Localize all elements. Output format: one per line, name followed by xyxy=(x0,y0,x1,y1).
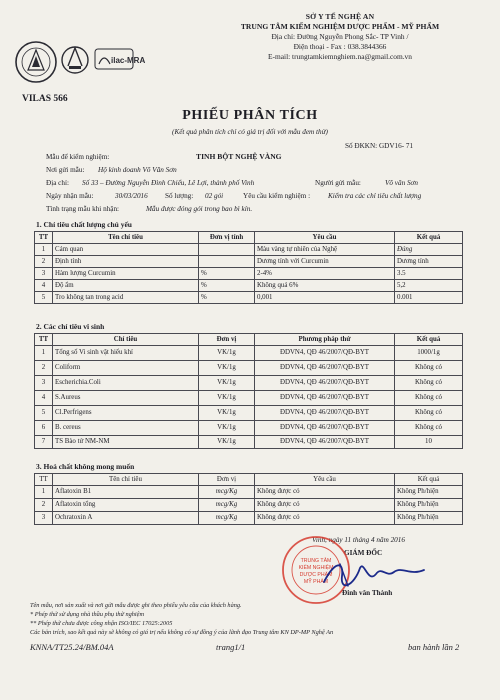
row-index: 5 xyxy=(35,292,53,304)
received-date-label: Ngày nhận mẫu: xyxy=(46,192,94,200)
header-cell: Tên chỉ tiêu xyxy=(53,232,199,244)
table-row xyxy=(35,280,463,292)
vilas-code: VILAS 566 xyxy=(22,94,68,104)
result: Dương tính xyxy=(395,256,463,268)
svg-text:DƯỢC PHẨM: DƯỢC PHẨM xyxy=(299,572,333,578)
unit: VK/1g xyxy=(199,376,255,391)
test-name: Ochratoxin A xyxy=(53,512,199,525)
registration-number: Số ĐKKN: GDV16- 71 xyxy=(345,142,414,150)
requirement: Không được có xyxy=(255,512,395,525)
unit: VK/1g xyxy=(199,436,255,449)
table-header-row xyxy=(35,334,463,346)
svg-text:KIỂM NGHIỆM: KIỂM NGHIỆM xyxy=(298,565,334,571)
table-row xyxy=(35,421,463,436)
row-index: 2 xyxy=(35,256,53,268)
ilac-mra-logo-icon xyxy=(94,48,146,70)
test-name: Aflatoxin tổng xyxy=(53,499,199,512)
header-cell: TT xyxy=(35,232,53,244)
header-cell: Yêu cầu xyxy=(255,232,395,244)
result: Không có xyxy=(395,376,463,391)
result: 5,2 xyxy=(395,280,463,292)
unit: mcg/Kg xyxy=(199,499,255,512)
row-index: 4 xyxy=(35,280,53,292)
unit: mcg/Kg xyxy=(199,512,255,525)
edition: ban hành lần 2 xyxy=(408,642,460,652)
center-address: Địa chỉ: Đường Nguyễn Phong Sắc- TP Vinh / xyxy=(271,32,409,41)
requirement: Dương tính với Curcumin xyxy=(255,256,395,268)
page-number: trang1/1 xyxy=(216,642,246,652)
test-name: Tổng số Vi sinh vật hiếu khí xyxy=(53,346,199,361)
ministry-name: SỞ Y TẾ NGHỆ AN xyxy=(305,12,375,21)
sender-person-value: Võ văn Sơn xyxy=(385,179,418,187)
table-header-row xyxy=(35,474,463,486)
method: ĐDVN4, QĐ 46/2007/QĐ-BYT xyxy=(255,421,395,436)
sender-person-label: Người gửi mẫu: xyxy=(315,179,361,187)
unit: mcg/Kg xyxy=(199,486,255,499)
table-row xyxy=(35,406,463,421)
table-row xyxy=(35,486,463,499)
test-name: Cảm quan xyxy=(53,244,199,256)
result: Không có xyxy=(395,361,463,376)
result: 10 xyxy=(395,436,463,449)
header-cell: Đơn vị tính xyxy=(199,232,255,244)
test-request-value: Kiểm tra các chỉ tiêu chất lượng xyxy=(328,192,422,200)
result: Không Ph/hiện xyxy=(395,486,463,499)
result: 0.001 xyxy=(395,292,463,304)
method: ĐDVN4, QĐ 46/2007/QĐ-BYT xyxy=(255,346,395,361)
signature-date: Vinh, ngày 11 tháng 4 năm 2016 xyxy=(312,536,405,544)
section-2-title: 2. Các chỉ tiêu vi sinh xyxy=(36,322,105,331)
row-index: 2 xyxy=(35,499,53,512)
result: Không có xyxy=(395,406,463,421)
row-index: 2 xyxy=(35,361,53,376)
received-date-value: 30/03/2016 xyxy=(115,192,148,200)
table-row xyxy=(35,292,463,304)
test-name: Aflatoxin B1 xyxy=(53,486,199,499)
table-row xyxy=(35,512,463,525)
result: Không Ph/hiện xyxy=(395,499,463,512)
requirement: Không được có xyxy=(255,486,395,499)
header-cell: Đơn vị xyxy=(199,474,255,486)
method: ĐDVN4, QĐ 46/2007/QĐ-BYT xyxy=(255,436,395,449)
method: ĐDVN4, QĐ 46/2007/QĐ-BYT xyxy=(255,406,395,421)
header-cell: Phương pháp thử xyxy=(255,334,395,346)
test-name: Cl.Perfrigens xyxy=(53,406,199,421)
requirement: 2-4% xyxy=(255,268,395,280)
result: Không Ph/hiện xyxy=(395,512,463,525)
sample-condition-label: Tình trạng mẫu khi nhận: xyxy=(46,205,120,213)
accreditation-logos xyxy=(14,38,146,88)
test-request-label: Yêu cầu kiểm nghiệm : xyxy=(243,192,311,200)
result: Không có xyxy=(395,421,463,436)
contaminants-table xyxy=(34,473,463,525)
form-code: KNNA/TT25.24/BM.04A xyxy=(30,642,114,652)
header-cell: Kết quả xyxy=(395,334,463,346)
svg-text:ilac-MRA: ilac-MRA xyxy=(111,56,146,65)
footnote-4: Các bản trích, sao kết quả này sẽ không có giá trị nếu không có sự đồng ý của lãnh đạo Trung tâm KN DP-MP Nghệ An xyxy=(30,629,334,636)
table-header-row xyxy=(35,232,463,244)
row-index: 6 xyxy=(35,421,53,436)
unit: VK/1g xyxy=(199,346,255,361)
result: 3.5 xyxy=(395,268,463,280)
sample-label: Mẫu để kiểm nghiệm: xyxy=(46,153,110,161)
unit: % xyxy=(199,268,255,280)
page-subtitle: (Kết quả phân tích chỉ có giá trị đối với mẫu đem thử) xyxy=(172,128,328,136)
row-index: 3 xyxy=(35,376,53,391)
director-name: Đinh văn Thành xyxy=(342,589,393,597)
row-index: 1 xyxy=(35,346,53,361)
center-email: E-mail: trungtamkiemnghiem.na@gmail.com.vn xyxy=(268,52,412,61)
test-name: Định tính xyxy=(53,256,199,268)
test-name: Tro không tan trong acid xyxy=(53,292,199,304)
sender-org-label: Nơi gửi mẫu: xyxy=(46,166,85,174)
sample-name: TINH BỘT NGHỆ VÀNG xyxy=(196,152,282,161)
center-phone: Điện thoại - Fax : 038.3844366 xyxy=(293,42,387,51)
test-name: Coliform xyxy=(53,361,199,376)
result: 1000/1g xyxy=(395,346,463,361)
page-title: PHIẾU PHÂN TÍCH xyxy=(182,108,318,123)
table-row xyxy=(35,244,463,256)
test-name: Hàm lượng Curcumin xyxy=(53,268,199,280)
table-row xyxy=(35,376,463,391)
row-index: 3 xyxy=(35,512,53,525)
header-cell: Đơn vị xyxy=(199,334,255,346)
director-title: GIÁM ĐỐC xyxy=(344,549,383,557)
row-index: 1 xyxy=(35,244,53,256)
table-row xyxy=(35,499,463,512)
unit: % xyxy=(199,280,255,292)
unit: VK/1g xyxy=(199,421,255,436)
test-name: B. cereus xyxy=(53,421,199,436)
result: Đúng xyxy=(395,244,463,256)
section-3-title: 3. Hoá chất không mong muốn xyxy=(36,462,135,471)
bureau-accreditation-logo-icon xyxy=(14,38,58,88)
sample-condition-value: Mẫu được đóng gói trong bao bì kín. xyxy=(146,205,253,213)
table-row xyxy=(35,361,463,376)
test-name: Escherichia.Coli xyxy=(53,376,199,391)
test-name: Độ ẩm xyxy=(53,280,199,292)
handwritten-signature-icon xyxy=(320,556,430,592)
row-index: 3 xyxy=(35,268,53,280)
unit xyxy=(199,244,255,256)
header-cell: Kết quả xyxy=(395,232,463,244)
result: Không có xyxy=(395,391,463,406)
section-1-title: 1. Chỉ tiêu chất lượng chủ yếu xyxy=(36,220,132,229)
unit: VK/1g xyxy=(199,361,255,376)
header-cell: Tên chỉ tiêu xyxy=(53,474,199,486)
quality-table xyxy=(34,231,463,304)
footnote-2: * Phép thử sử dụng nhà thầu phụ thử nghiệm xyxy=(30,611,145,618)
row-index: 7 xyxy=(35,436,53,449)
unit xyxy=(199,256,255,268)
row-index: 1 xyxy=(35,486,53,499)
method: ĐDVN4, QĐ 46/2007/QĐ-BYT xyxy=(255,361,395,376)
quantity-label: Số lượng: xyxy=(165,192,194,200)
requirement: Không được có xyxy=(255,499,395,512)
unit: VK/1g xyxy=(199,391,255,406)
unit: VK/1g xyxy=(199,406,255,421)
test-name: S.Aureus xyxy=(53,391,199,406)
address-label: Địa chỉ: xyxy=(46,179,69,187)
svg-text:MỸ PHẨM: MỸ PHẨM xyxy=(303,579,329,585)
table-row xyxy=(35,256,463,268)
footnote-1: Tên mẫu, nơi sản xuất và nơi gửi mẫu được ghi theo phiếu yêu cầu của khách hàng. xyxy=(30,602,242,609)
method: ĐDVN4, QĐ 46/2007/QĐ-BYT xyxy=(255,376,395,391)
unit: % xyxy=(199,292,255,304)
header-cell: Yêu cầu xyxy=(255,474,395,486)
center-name: TRUNG TÂM KIỂM NGHIỆM DƯỢC PHẨM - MỸ PHẨM xyxy=(240,22,440,31)
footnote-3: ** Phép thử chưa được công nhận ISO/IEC 17025:2005 xyxy=(30,620,173,627)
certification-seal-icon xyxy=(60,40,90,84)
requirement: Màu vàng tự nhiên của Nghệ xyxy=(255,244,395,256)
requirement: Không quá 6% xyxy=(255,280,395,292)
table-row xyxy=(35,436,463,449)
header-cell: TT xyxy=(35,474,53,486)
method: ĐDVN4, QĐ 46/2007/QĐ-BYT xyxy=(255,391,395,406)
row-index: 5 xyxy=(35,406,53,421)
quantity-value: 02 gói xyxy=(205,192,224,200)
sender-org-value: Hộ kinh doanh Võ Văn Sơn xyxy=(98,166,177,174)
header-cell: Kết quả xyxy=(395,474,463,486)
header-cell: Chỉ tiêu xyxy=(53,334,199,346)
address-value: Số 33 – Đường Nguyễn Đình Chiểu, Lê Lợi, thành phố Vinh xyxy=(82,179,255,187)
table-row xyxy=(35,346,463,361)
table-row xyxy=(35,391,463,406)
microbiology-table xyxy=(34,333,463,449)
test-name: TS Bào tử NM-NM xyxy=(53,436,199,449)
header-cell: TT xyxy=(35,334,53,346)
table-row xyxy=(35,268,463,280)
row-index: 4 xyxy=(35,391,53,406)
svg-text:TRUNG TÂM: TRUNG TÂM xyxy=(300,558,332,564)
requirement: 0,001 xyxy=(255,292,395,304)
